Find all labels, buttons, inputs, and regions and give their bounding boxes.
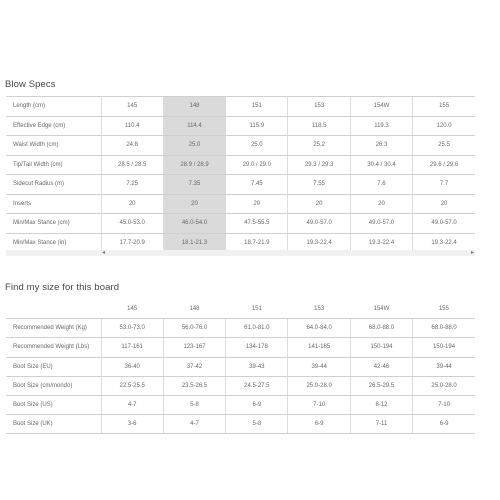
table-cell: 20 (226, 194, 288, 214)
table-cell: 115.9 (226, 116, 288, 136)
table-cell: 20 (163, 194, 225, 214)
row-label: Recommended Weight (Lbs) (6, 338, 101, 357)
column-header: 151 (226, 300, 288, 319)
find-my-size-table (6, 300, 475, 434)
table-row (6, 175, 475, 195)
table-cell: 47.5-55.5 (226, 214, 288, 234)
table-cell: 39-44 (413, 357, 475, 376)
table-cell: 4-7 (101, 395, 163, 414)
table-cell: 110.4 (101, 116, 163, 136)
table-cell: 7-10 (413, 395, 475, 414)
table-row (6, 214, 475, 234)
table-cell: 46.0-54.0 (163, 214, 225, 234)
row-label: Boot Size (cm/mondo) (6, 376, 101, 395)
table-cell: 150-194 (350, 338, 412, 357)
table-cell: 18.1-21.3 (163, 233, 225, 253)
column-header: 154W (350, 300, 412, 319)
table-cell: 61.0-81.0 (226, 319, 288, 338)
table-cell: 7.35 (163, 175, 225, 195)
table-cell: 7.55 (288, 175, 350, 195)
row-label: Boot Size (UK) (6, 415, 101, 434)
row-label: Length (cm) (6, 97, 101, 117)
row-label: Boot Size (US) (6, 395, 101, 414)
table-cell: 150-194 (413, 338, 475, 357)
table-cell: 39-43 (226, 357, 288, 376)
table-cell: 7.7 (413, 175, 475, 195)
table-cell: 118.5 (288, 116, 350, 136)
table-row (6, 395, 475, 414)
section-title-blow-specs: Blow Specs (5, 79, 56, 90)
table-cell: 42-46 (350, 357, 412, 376)
table-cell: 120.0 (413, 116, 475, 136)
row-label: Waist Width (cm) (6, 136, 101, 156)
table-cell: 29.6 / 29.6 (413, 155, 475, 175)
table-row (6, 136, 475, 156)
table-cell: 36-40 (101, 357, 163, 376)
table-cell: 7.6 (350, 175, 412, 195)
row-label: Tip/Tail Width (cm) (6, 155, 101, 175)
scroll-right-arrow-icon[interactable]: ▸ (470, 250, 474, 256)
table-cell: 25.2 (288, 136, 350, 156)
table-cell: 4-7 (163, 415, 225, 434)
table-cell: 53.0-73.0 (101, 319, 163, 338)
column-header: 148 (163, 300, 225, 319)
column-header: 155 (413, 300, 475, 319)
table-cell: 25.5 (413, 136, 475, 156)
table-cell: 6-9 (226, 395, 288, 414)
table-cell: 45.0-53.0 (101, 214, 163, 234)
table-cell: 49.0-57.0 (413, 214, 475, 234)
table-cell: 28.9 / 28.9 (163, 155, 225, 175)
table-cell: 29.3 / 29.3 (288, 155, 350, 175)
table-cell: 29.0 / 29.0 (226, 155, 288, 175)
table-cell: 3-6 (101, 415, 163, 434)
column-header: 145 (101, 300, 163, 319)
table-cell: 148 (163, 97, 225, 117)
table-cell: 56.0-76.0 (163, 319, 225, 338)
table-cell: 24.8 (101, 136, 163, 156)
table-cell: 17.7-20.9 (101, 233, 163, 253)
table-cell: 145 (101, 97, 163, 117)
table-cell: 68.0-88.0 (350, 319, 412, 338)
table-cell: 155 (413, 97, 475, 117)
table-row (6, 319, 475, 338)
table-row (6, 415, 475, 434)
table-cell: 6-9 (288, 415, 350, 434)
table-cell: 7.45 (226, 175, 288, 195)
row-label: Recommended Weight (Kg) (6, 319, 101, 338)
table-cell: 19.3-22.4 (350, 233, 412, 253)
table-cell: 20 (350, 194, 412, 214)
table-cell: 25.0 (226, 136, 288, 156)
header-blank-cell (6, 300, 101, 319)
table-cell: 24.5-27.5 (226, 376, 288, 395)
table-cell: 49.0-57.0 (350, 214, 412, 234)
table-cell: 117-161 (101, 338, 163, 357)
section-title-find-my-size: Find my size for this board (5, 282, 120, 293)
table-row (6, 338, 475, 357)
table-cell: 37-42 (163, 357, 225, 376)
table-cell: 25.0-28.0 (288, 376, 350, 395)
table-cell: 5-8 (226, 415, 288, 434)
table-cell: 119.3 (350, 116, 412, 136)
table-cell: 151 (226, 97, 288, 117)
table-cell: 30.4 / 30.4 (350, 155, 412, 175)
table-row (6, 357, 475, 376)
row-label: Min/Max Stance (in) (6, 233, 101, 253)
table-header-row (6, 300, 475, 319)
table-cell: 7.25 (101, 175, 163, 195)
column-header: 153 (288, 300, 350, 319)
scroll-left-arrow-icon[interactable]: ◂ (102, 250, 106, 256)
table-cell: 154W (350, 97, 412, 117)
table-cell: 19.3-22.4 (413, 233, 475, 253)
table-cell: 5-8 (163, 395, 225, 414)
table-cell: 25.0 (163, 136, 225, 156)
row-label: Inserts (6, 194, 101, 214)
table-cell: 134-178 (226, 338, 288, 357)
table-cell: 114.4 (163, 116, 225, 136)
table-cell: 49.0-57.0 (288, 214, 350, 234)
table-cell: 64.0-84.0 (288, 319, 350, 338)
table-cell: 19.3-22.4 (288, 233, 350, 253)
table-cell: 22.5-25.5 (101, 376, 163, 395)
horizontal-scrollbar[interactable] (6, 250, 475, 256)
table-cell: 25.0-28.0 (413, 376, 475, 395)
blow-specs-table (6, 96, 475, 253)
table-row (6, 155, 475, 175)
table-cell: 7-10 (288, 395, 350, 414)
table-cell: 26.3 (350, 136, 412, 156)
table-cell: 18.7-21.9 (226, 233, 288, 253)
row-label: Boot Size (EU) (6, 357, 101, 376)
row-label: Sidecut Radius (m) (6, 175, 101, 195)
table-cell: 28.5 / 28.5 (101, 155, 163, 175)
table-cell: 123-167 (163, 338, 225, 357)
table-row (6, 194, 475, 214)
table-cell: 68.0-88.0 (413, 319, 475, 338)
table-cell: 141-185 (288, 338, 350, 357)
table-cell: 8-12 (350, 395, 412, 414)
table-cell: 23.5-26.5 (163, 376, 225, 395)
table-cell: 20 (101, 194, 163, 214)
table-row (6, 97, 475, 117)
table-cell: 20 (288, 194, 350, 214)
table-cell: 39-44 (288, 357, 350, 376)
table-cell: 26.5-29.5 (350, 376, 412, 395)
table-row (6, 376, 475, 395)
table-cell: 153 (288, 97, 350, 117)
row-label: Effective Edge (cm) (6, 116, 101, 136)
table-cell: 7-11 (350, 415, 412, 434)
table-row (6, 116, 475, 136)
table-cell: 6-9 (413, 415, 475, 434)
row-label: Min/Max Stance (cm) (6, 214, 101, 234)
table-cell: 20 (413, 194, 475, 214)
